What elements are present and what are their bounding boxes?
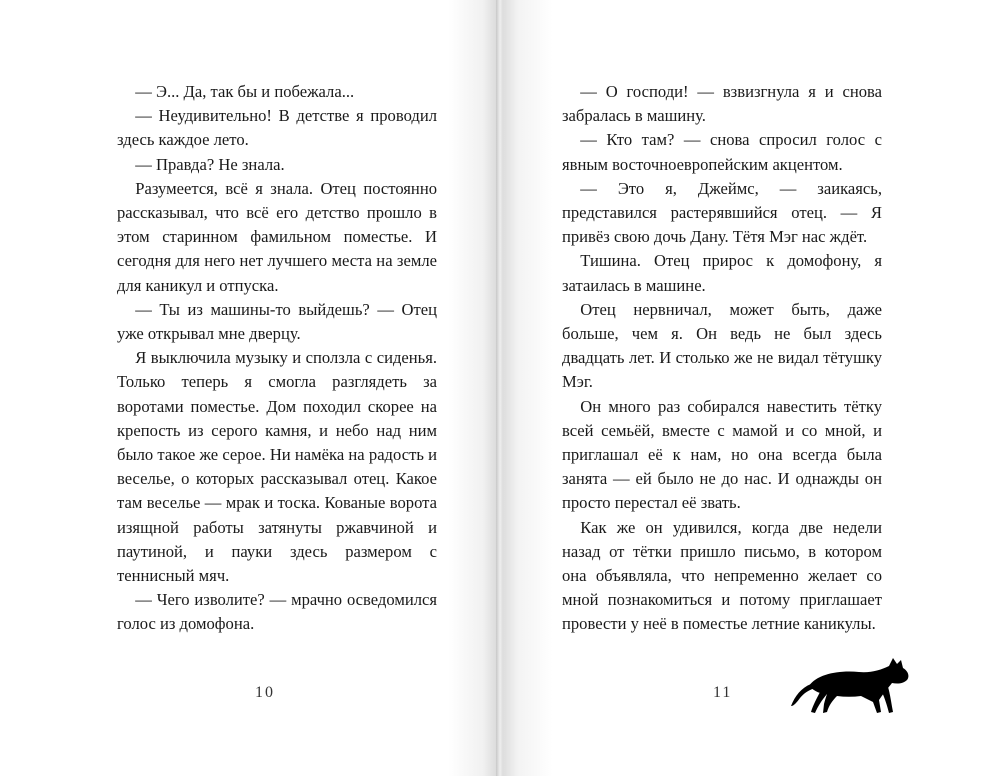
right-paragraph-4: Тишина. Отец прирос к домофону, я затаилась в машине. <box>562 251 882 295</box>
right-paragraph-2: — Кто там? — снова спросил голос с явным восточноевропейским акцентом. <box>562 130 882 174</box>
right-paragraph-5: Отец нервничал, может быть, даже больше, чем я. Он ведь не был здесь двадцать лет. И столько же не видал тётушку Мэг. <box>562 299 882 392</box>
left-paragraph-5: — Ты из машины-то выйдешь? — Отец уже открывал мне дверцу. <box>117 299 437 344</box>
left-paragraph-1: — Э... Да, так бы и побежала... <box>135 82 355 101</box>
right-paragraph-1: — О господи! — взвизгнула я и снова забралась в машину. <box>562 82 882 126</box>
left-paragraph-7: — Чего изволите? — мрачно осведомился голос из домофона. <box>117 590 437 634</box>
left-page-number: 10 <box>255 684 275 701</box>
right-paragraph-3: — Это я, Джеймс, — заикаясь, представился растерявшийся отец. — Я привёз свою дочь Дану. Тётя Мэг нас ждёт. <box>562 178 882 247</box>
left-paragraph-2: — Неудивительно! В детстве я проводил здесь каждое лето. <box>117 106 437 150</box>
left-paragraph-4: Разумеется, всё я знала. Отец постоянно рассказывал, что всё его детство прошло в этом старинном фамильном поместье. И сегодня для него нет лучшего места на земле для каникул и отпуска. <box>117 178 437 295</box>
right-page <box>503 0 1001 776</box>
right-paragraph-6: Он много раз собирался навестить тётку всей семьёй, вместе с мамой и со мной, и приглашал её к нам, но она всегда была занята — ей было не до нас. И однажды он просто перестал её звать. <box>562 396 882 513</box>
left-page <box>0 0 498 776</box>
right-page-text <box>562 80 882 637</box>
left-paragraph-3: — Правда? Не знала. <box>135 154 285 174</box>
right-paragraph-7: Как же он удивился, когда две недели назад от тётки пришло письмо, в котором она объявляла, что непременно желает со мной познакомиться и потому приглашает провести у неё в поместье летние каникулы. <box>562 517 882 634</box>
right-page-number: 11 <box>713 684 733 701</box>
black-cat-silhouette-icon <box>791 650 911 716</box>
left-paragraph-6: Я выключила музыку и сползла с сиденья. Только теперь я смогла разглядеть за воротами поместье. Дом походил скорее на крепость из серого камня, и небо над ним было такое же серое. Ни намёка на радость и веселье, о которых рассказывал отец. Какое там веселье — мрак и тоска. Кованые ворота изящной работы затянуты ржавчиной и паутиной, и пауки здесь размером с теннисный мяч. <box>117 348 437 586</box>
left-page-text <box>117 80 437 637</box>
